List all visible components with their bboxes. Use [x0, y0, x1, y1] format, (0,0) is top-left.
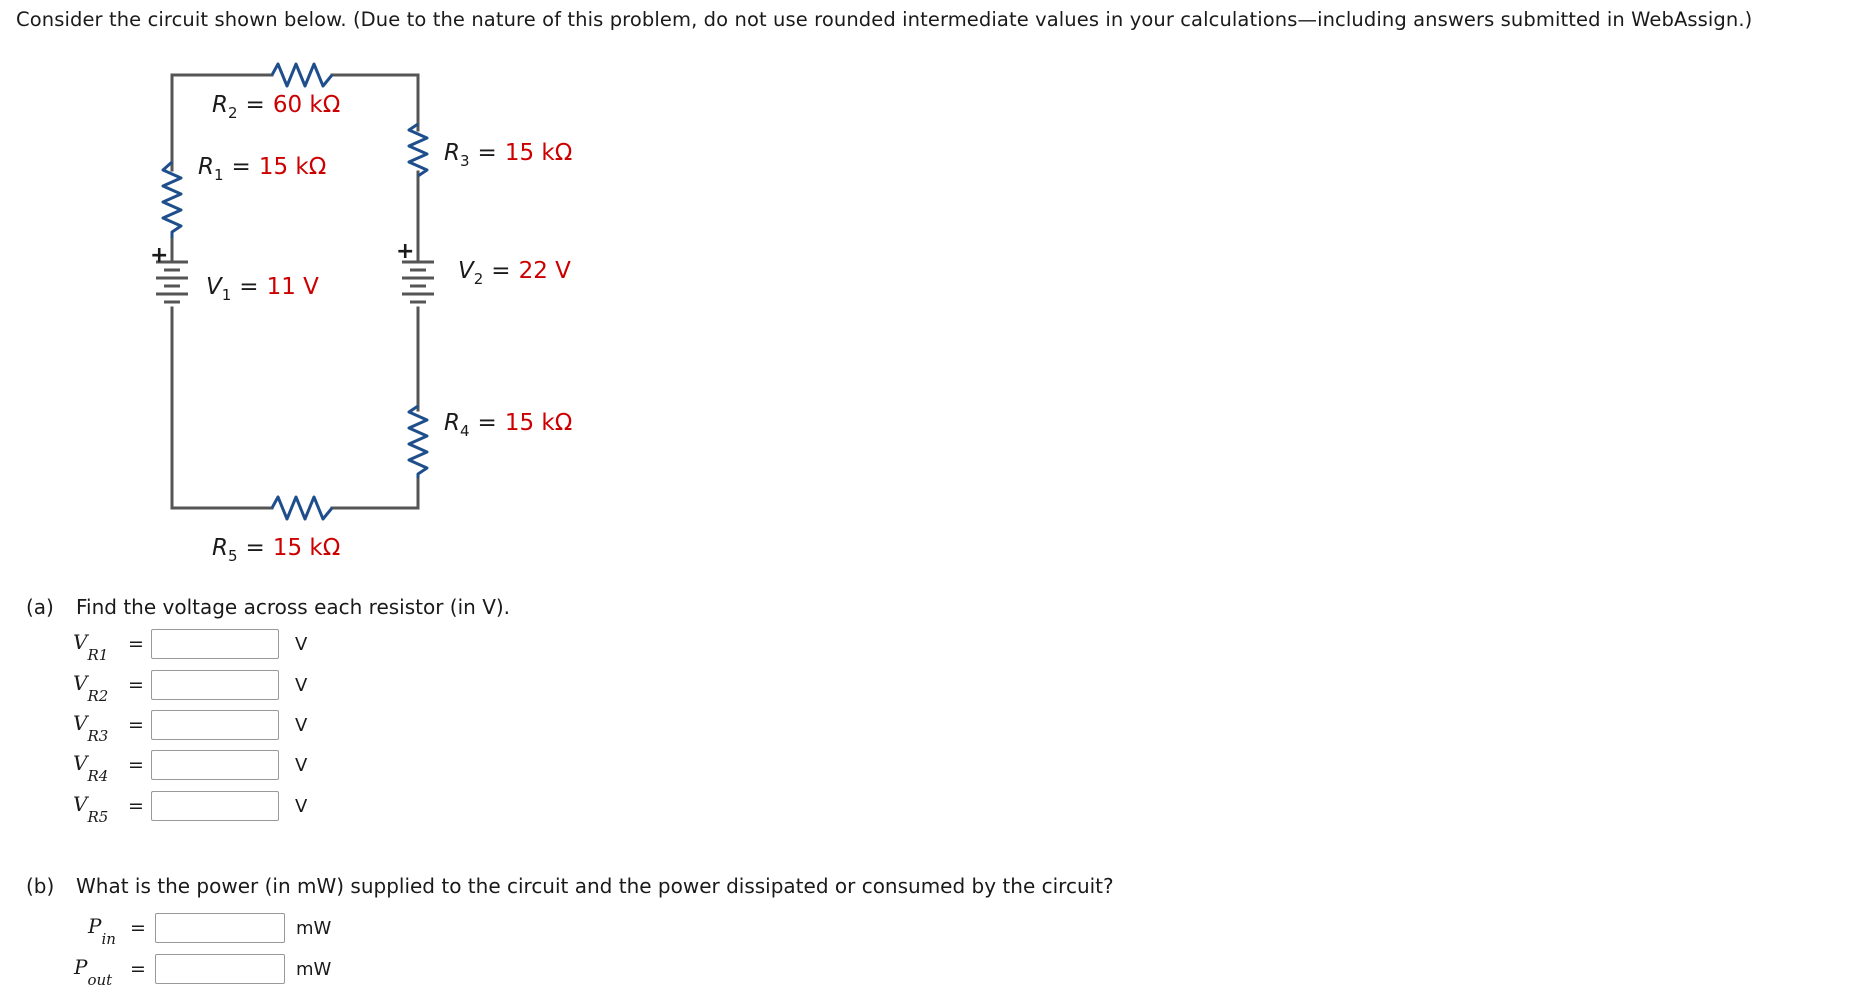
- equals-sign: =: [128, 633, 144, 655]
- unit-label: mW: [296, 958, 332, 980]
- var-label: $V_{R3}$: [73, 711, 109, 745]
- resistor-r3-zigzag: [409, 124, 427, 176]
- part-a-tag: (a): [26, 595, 54, 619]
- label-r5: $R_5 = 15$ kΩ: [212, 535, 341, 565]
- part-a-text: Find the voltage across each resistor (in V).: [76, 595, 511, 619]
- var-label: $P_{out}$: [74, 955, 113, 989]
- label-r2: $R_2 = 60$ kΩ: [212, 92, 341, 122]
- unit-label: V: [295, 795, 308, 817]
- part-b-prompt: [26, 874, 1114, 898]
- equals-sign: =: [128, 674, 144, 696]
- answer-input-vr5[interactable]: [151, 791, 279, 821]
- var-label: $V_{R5}$: [73, 792, 109, 826]
- wire-top: [172, 75, 272, 170]
- part-b-text: What is the power (in mW) supplied to the circuit and the power dissipated or consumed by the circuit?: [76, 874, 1114, 898]
- unit-label: V: [295, 633, 308, 655]
- resistor-r1-zigzag: [163, 162, 181, 238]
- resistor-r5-zigzag: [272, 497, 332, 519]
- answer-input-vr4[interactable]: [151, 750, 279, 780]
- answer-input-vr2[interactable]: [151, 670, 279, 700]
- answer-input-vr3[interactable]: [151, 710, 279, 740]
- label-r1: $R_1 = 15$ kΩ: [198, 154, 327, 184]
- component-labels: [198, 92, 572, 565]
- answer-input-pout[interactable]: [155, 954, 285, 984]
- circuit-diagram: [0, 0, 700, 600]
- wire-top-right: [332, 75, 418, 130]
- battery-v2-plus: +: [396, 239, 415, 264]
- equals-sign: =: [128, 754, 144, 776]
- resistor-r2-zigzag: [272, 64, 332, 86]
- unit-label: V: [295, 674, 308, 696]
- equals-sign: =: [130, 917, 146, 939]
- part-b-tag: (b): [26, 874, 55, 898]
- label-v1: $V_1 = 11$ V: [206, 274, 319, 304]
- unit-label: V: [295, 754, 308, 776]
- equals-sign: =: [128, 795, 144, 817]
- equals-sign: =: [128, 714, 144, 736]
- battery-v2: [402, 262, 434, 302]
- battery-v1-plus: +: [150, 243, 169, 268]
- equals-sign: =: [130, 958, 146, 980]
- var-label: $V_{R4}$: [73, 751, 109, 785]
- answer-input-vr1[interactable]: [151, 629, 279, 659]
- answer-input-pin[interactable]: [155, 913, 285, 943]
- label-r4: $R_4 = 15$ kΩ: [444, 410, 573, 440]
- var-label: $V_{R1}$: [73, 630, 109, 664]
- resistor-r4-zigzag: [409, 406, 427, 478]
- var-label: $P_{in}$: [88, 914, 116, 948]
- battery-v1: [156, 262, 188, 302]
- problem-intro: Consider the circuit shown below. (Due to the nature of this problem, do not use rounded intermediate values in your calculations—including answers submitted in WebAssign.): [16, 8, 1753, 31]
- label-r3: $R_3 = 15$ kΩ: [444, 140, 573, 170]
- label-v2: $V_2 = 22$ V: [458, 258, 571, 288]
- unit-label: mW: [296, 917, 332, 939]
- var-label: $V_{R2}$: [73, 671, 109, 705]
- unit-label: V: [295, 714, 308, 736]
- part-a-prompt: [26, 595, 510, 619]
